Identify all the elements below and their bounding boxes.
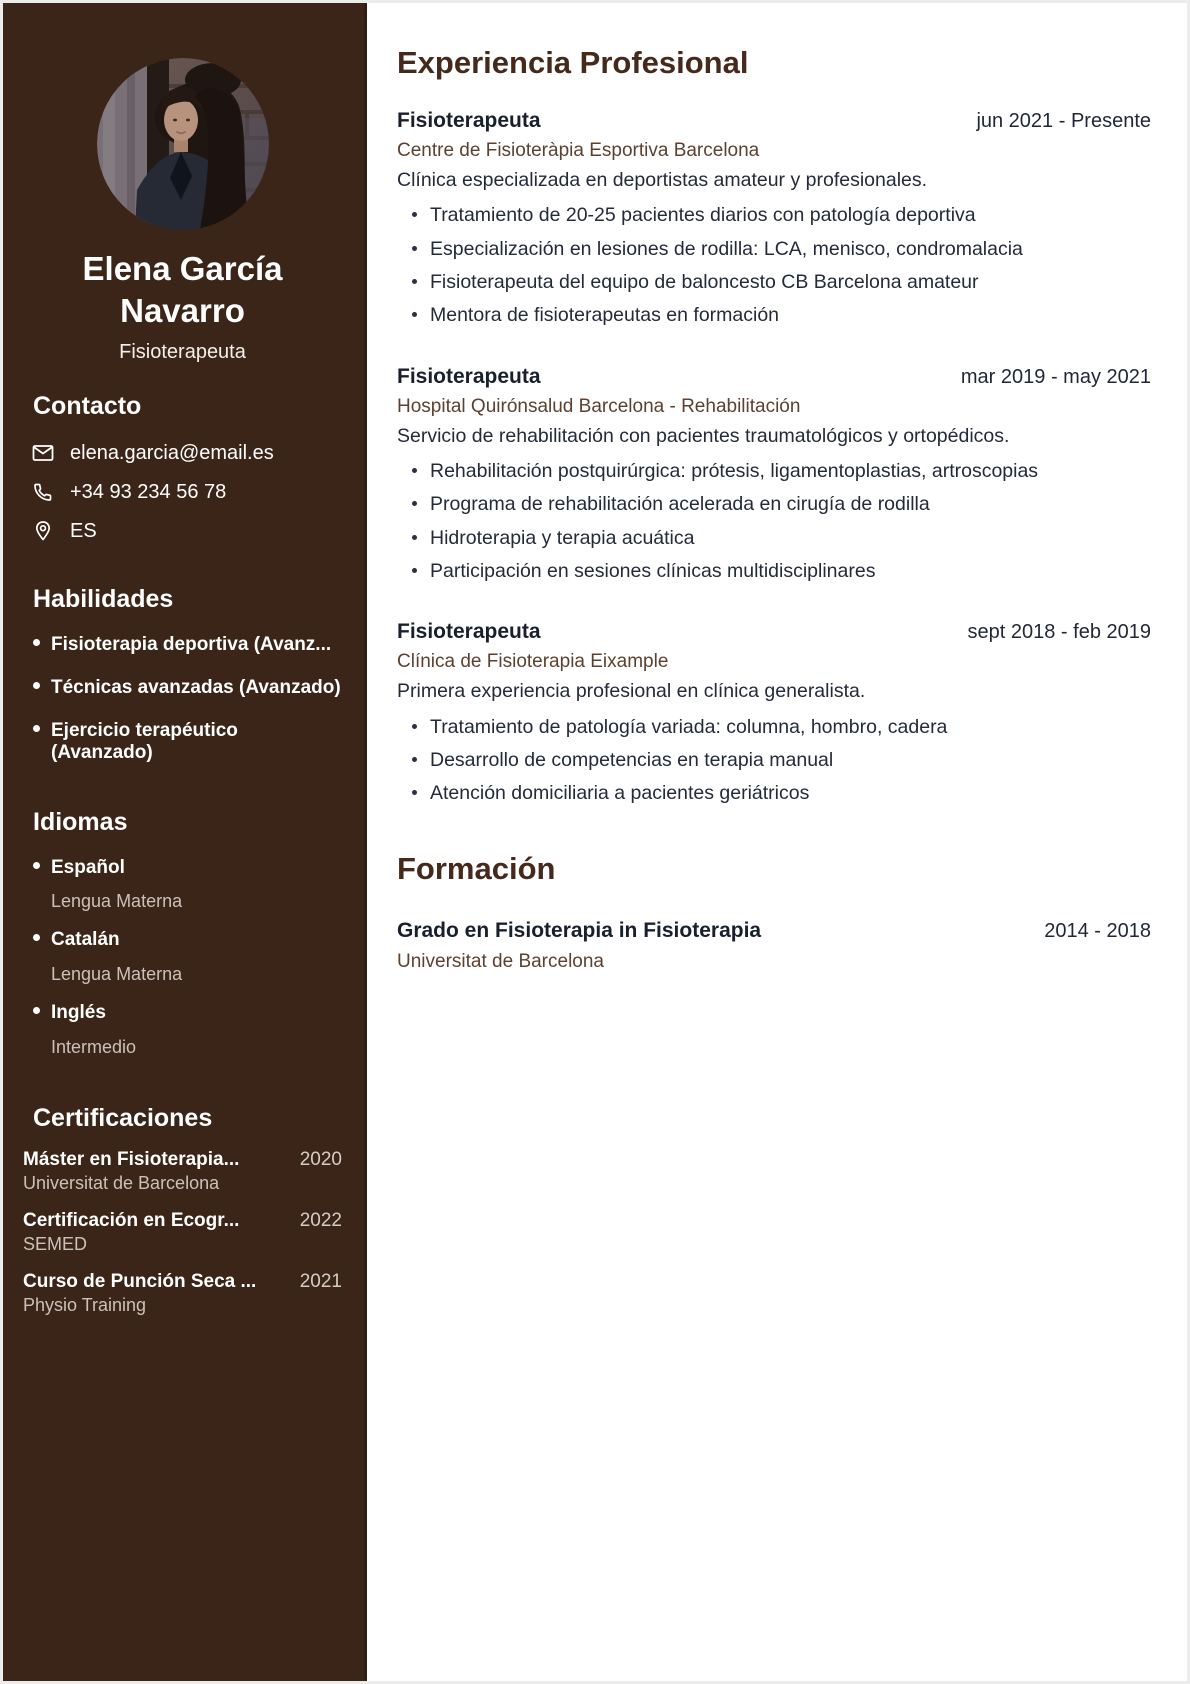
language-item <box>23 857 342 913</box>
certification-year: 2020 <box>299 1149 342 1171</box>
skills-heading: Habilidades <box>33 585 174 614</box>
languages-list <box>23 857 342 1059</box>
job-summary: Primera experiencia profesional en clínica generalista. <box>397 680 866 703</box>
job-bullet-list <box>397 203 1151 328</box>
contact-phone-text: +34 93 234 56 78 <box>70 480 227 503</box>
language-item <box>23 1002 342 1058</box>
certification-item <box>23 1210 342 1255</box>
language-level: Lengua Materna <box>51 964 183 985</box>
job-bullet: Especialización en lesiones de rodilla: LCA, menisco, condromalacia <box>397 237 1151 262</box>
job-company: Centre de Fisioteràpia Esportiva Barcelona <box>397 140 760 161</box>
certification-issuer: Universitat de Barcelona <box>23 1173 220 1194</box>
job-summary: Servicio de rehabilitación con pacientes traumatológicos y ortopédicos. <box>397 424 1010 447</box>
contact-item-phone <box>23 480 342 504</box>
job-bullet: Fisioterapeuta del equipo de baloncesto CB Barcelona amateur <box>397 270 1151 295</box>
certification-title: Certificación en Ecogr... <box>23 1210 240 1232</box>
contact-location-text: ES <box>70 519 97 542</box>
job-title: Fisioterapeuta <box>397 620 541 644</box>
certification-title: Máster en Fisioterapia... <box>23 1149 240 1171</box>
profile-photo-wrap <box>23 58 342 230</box>
contact-heading: Contacto <box>33 392 142 421</box>
experience-list <box>397 109 1151 807</box>
job-company: Clínica de Fisioterapia Eixample <box>397 651 669 673</box>
job-bullet: Hidroterapia y terapia acuática <box>397 526 1151 551</box>
certifications-heading: Certificaciones <box>33 1104 213 1133</box>
job-bullet: Tratamiento de patología variada: columna, hombro, cadera <box>397 715 1151 740</box>
bullet-dot <box>33 725 40 732</box>
language-name: Español <box>51 856 125 878</box>
job-entry <box>397 620 1151 806</box>
contact-section <box>23 392 342 543</box>
education-school: Universitat de Barcelona <box>397 950 604 972</box>
job-bullet: Rehabilitación postquirúrgica: prótesis, ligamentoplastias, artroscopias <box>397 459 1151 484</box>
certification-issuer: Physio Training <box>23 1295 147 1316</box>
certification-year: 2021 <box>299 1271 342 1293</box>
education-heading: Formación <box>397 850 556 886</box>
languages-section <box>23 808 342 1059</box>
sidebar <box>3 3 367 1681</box>
bullet-dot <box>33 639 40 646</box>
profile-photo <box>97 58 269 230</box>
certification-year: 2022 <box>299 1210 342 1232</box>
language-name: Inglés <box>51 1002 106 1024</box>
certification-item <box>23 1271 342 1316</box>
skills-list <box>23 634 342 763</box>
bullet-dot <box>33 682 40 689</box>
job-bullet: Mentora de fisioterapeutas en formación <box>397 303 1151 328</box>
skill-item <box>23 720 342 764</box>
location-pin-icon <box>31 519 55 543</box>
job-dates: mar 2019 - may 2021 <box>960 365 1151 388</box>
job-title: Fisioterapeuta <box>397 109 541 132</box>
job-bullet-list <box>397 715 1151 807</box>
skill-label: Técnicas avanzadas (Avanzado) <box>51 677 341 698</box>
education-dates: 2014 - 2018 <box>1044 919 1151 942</box>
job-company: Hospital Quirónsalud Barcelona - Rehabilitación <box>397 395 801 417</box>
job-summary: Clínica especializada en deportistas amateur y profesionales. <box>397 169 928 191</box>
skills-section <box>23 585 342 763</box>
certification-issuer: SEMED <box>23 1234 88 1255</box>
job-entry <box>397 109 1151 329</box>
skill-label: Fisioterapia deportiva (Avanz... <box>51 634 332 656</box>
job-bullet: Participación en sesiones clínicas multidisciplinares <box>397 559 1151 584</box>
job-bullet-list <box>397 459 1151 584</box>
job-entry <box>397 365 1151 585</box>
bullet-dot <box>33 1007 40 1014</box>
language-name: Catalán <box>51 929 120 951</box>
job-title: Fisioterapeuta <box>397 364 541 388</box>
contact-email-text: elena.garcia@email.es <box>70 441 274 464</box>
skill-label: Ejercicio terapéutico (Avanzado) <box>51 719 238 763</box>
contact-item-location <box>23 519 342 543</box>
language-item <box>23 929 342 985</box>
contact-list <box>23 441 342 543</box>
certifications-section <box>23 1104 342 1316</box>
job-bullet: Tratamiento de 20-25 pacientes diarios con patología deportiva <box>397 203 1151 228</box>
experience-heading: Experiencia Profesional <box>397 45 749 80</box>
education-degree: Grado en Fisioterapia in Fisioterapia <box>397 918 762 942</box>
skill-item <box>23 634 342 656</box>
job-bullet: Atención domiciliaria a pacientes geriátricos <box>397 781 1151 806</box>
education-section <box>397 851 1151 973</box>
certification-title: Curso de Punción Seca ... <box>23 1271 257 1293</box>
certification-item <box>23 1149 342 1194</box>
language-level: Intermedio <box>51 1037 137 1058</box>
job-bullet: Programa de rehabilitación acelerada en cirugía de rodilla <box>397 492 1151 517</box>
person-job-title: Fisioterapeuta <box>119 341 246 364</box>
envelope-icon <box>31 441 55 465</box>
contact-item-email <box>23 441 342 465</box>
certifications-list <box>23 1149 342 1316</box>
job-dates: jun 2021 - Presente <box>976 110 1151 132</box>
skill-item <box>23 677 342 699</box>
education-entry <box>397 919 1151 973</box>
person-name: Elena García Navarro <box>82 250 283 329</box>
job-dates: sept 2018 - feb 2019 <box>967 621 1151 644</box>
bullet-dot <box>33 934 40 941</box>
main-content <box>367 3 1187 1681</box>
job-bullet: Desarrollo de competencias en terapia manual <box>397 748 1151 773</box>
language-level: Lengua Materna <box>51 891 183 912</box>
phone-icon <box>31 480 55 504</box>
bullet-dot <box>33 862 40 869</box>
languages-heading: Idiomas <box>33 807 128 836</box>
